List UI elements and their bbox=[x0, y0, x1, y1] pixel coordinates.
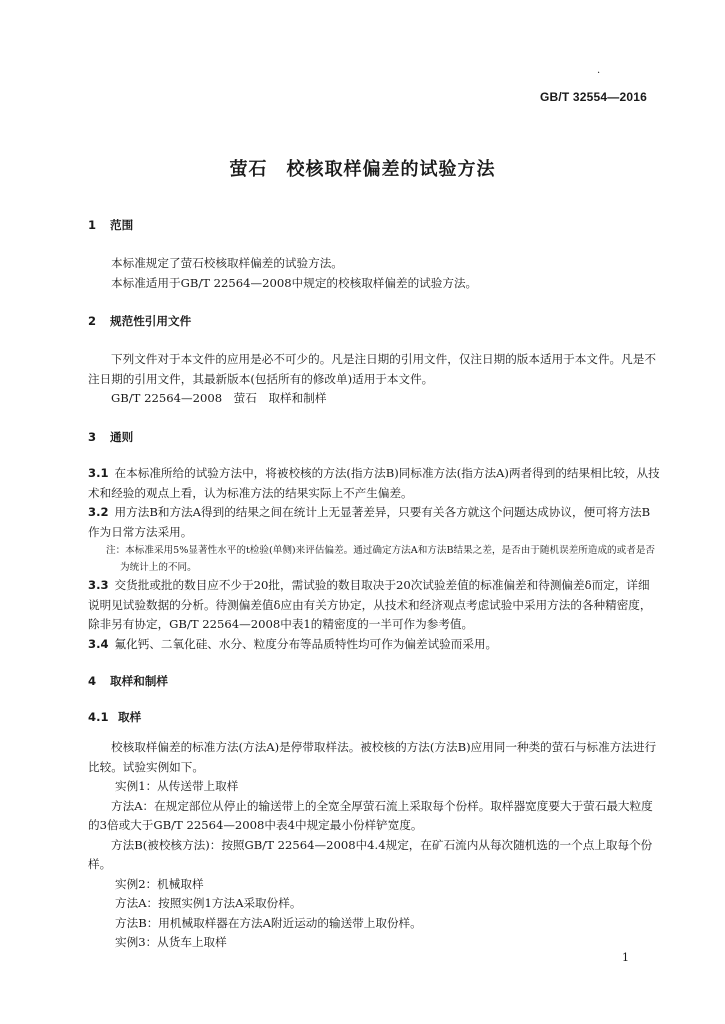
section-3-body bbox=[88, 464, 660, 654]
section-2-body bbox=[88, 350, 660, 409]
page-title: 萤石 校核取样偏差的试验方法 bbox=[229, 159, 496, 180]
subsection-number: 4.1 bbox=[88, 710, 109, 724]
section-number: 4 bbox=[88, 674, 97, 688]
note: 注：本标准采用5%显著性水平的t检验(单侧)来评估偏差。通过确定方法A和方法B结果之差，是否由于随机误差所造成的或者是否为统计上的不同。 bbox=[106, 545, 656, 573]
section-title: 通则 bbox=[110, 430, 134, 444]
paragraph: 方法A：在规定部位从停止的输送带上的全宽全厚萤石流上采取每个份样。取样器宽度要大于萤石最大粒度的3倍或大于GB/T 22564—2008中表4中规定最小份样铲宽度。 bbox=[88, 798, 653, 832]
section-1 bbox=[88, 216, 660, 236]
section-2 bbox=[88, 312, 660, 332]
section-number: 3 bbox=[88, 430, 97, 444]
section-number: 1 bbox=[88, 218, 97, 232]
subsection-4-1-body bbox=[88, 738, 660, 953]
paragraph: 本标准适用于GB/T 22564—2008中规定的校核取样偏差的试验方法。 bbox=[111, 275, 478, 290]
clause-3-3 bbox=[88, 576, 660, 635]
section-heading bbox=[88, 216, 660, 236]
scan-mark: . bbox=[597, 65, 601, 76]
section-title: 取样和制样 bbox=[110, 674, 168, 688]
clause-number: 3.3 bbox=[88, 578, 109, 592]
example-heading: 实例3：从货车上取样 bbox=[115, 935, 227, 949]
example-heading: 实例2：机械取样 bbox=[115, 876, 204, 891]
page-number: 1 bbox=[622, 951, 629, 964]
subsection-heading bbox=[88, 708, 660, 728]
clause-text: 氟化钙、二氧化硅、水分、粒度分布等品质特性均可作为偏差试验而采用。 bbox=[114, 636, 498, 651]
standard-code: GB/T 32554—2016 bbox=[539, 90, 647, 104]
normative-reference: GB/T 22564—2008 萤石 取样和制样 bbox=[111, 391, 327, 405]
clause-text: 交货批或批的数目应不少于20批，需试验的数目取决于20次试验差值的标准偏差和待测偏差δ而定，详细说明见试验数据的分析。待测偏差值δ应由有关方协定，从技术和经济观点考虑试验中采用方法的各种精密度，除非另有协定，GB/T 22564—2008中表1的精密度的一半可作为参考值。 bbox=[88, 578, 652, 631]
section-title: 规范性引用文件 bbox=[110, 314, 192, 328]
section-heading bbox=[88, 428, 660, 448]
clause-number: 3.1 bbox=[88, 466, 109, 480]
clause-text: 用方法B和方法A得到的结果之间在统计上无显著差异，只要有关各方就这个问题达成协议，便可将方法B作为日常方法采用。 bbox=[88, 505, 651, 539]
clause-3-1 bbox=[88, 464, 660, 503]
paragraph: 校核取样偏差的标准方法(方法A)是停带取样法。被校核的方法(方法B)应用同一种类的萤石与标准方法进行比较。试验实例如下。 bbox=[88, 740, 657, 774]
section-4 bbox=[88, 672, 660, 692]
clause-3-2 bbox=[88, 503, 660, 542]
section-1-body bbox=[88, 254, 660, 293]
clause-number: 3.2 bbox=[88, 505, 109, 519]
section-heading bbox=[88, 312, 660, 332]
paragraph: 方法B：用机械取样器在方法A附近运动的输送带上取份样。 bbox=[115, 915, 422, 930]
example-heading: 实例1：从传送带上取样 bbox=[115, 779, 239, 793]
clause-3-4 bbox=[88, 635, 660, 655]
clause-number: 3.4 bbox=[88, 636, 109, 651]
section-3 bbox=[88, 428, 660, 448]
paragraph: 方法A：按照实例1方法A采取份样。 bbox=[115, 896, 302, 910]
section-title: 范围 bbox=[110, 218, 134, 232]
subsection-title: 取样 bbox=[118, 710, 142, 724]
paragraph: 下列文件对于本文件的应用是必不可少的。凡是注日期的引用文件，仅注日期的版本适用于本文件。凡是不注日期的引用文件，其最新版本(包括所有的修改单)适用于本文件。 bbox=[88, 352, 656, 386]
paragraph: 方法B(被校核方法)：按照GB/T 22564—2008中4.4规定，在矿石流内从每次随机选的一个点上取每个份样。 bbox=[88, 837, 653, 871]
paragraph: 本标准规定了萤石校核取样偏差的试验方法。 bbox=[111, 256, 343, 270]
subsection-4-1 bbox=[88, 708, 660, 728]
section-number: 2 bbox=[88, 314, 97, 328]
clause-text: 在本标准所给的试验方法中，将被校核的方法(指方法B)同标准方法(指方法A)两者得到的结果相比较，从技术和经验的观点上看，认为标准方法的结果实际上不产生偏差。 bbox=[88, 466, 660, 500]
section-heading bbox=[88, 672, 660, 692]
